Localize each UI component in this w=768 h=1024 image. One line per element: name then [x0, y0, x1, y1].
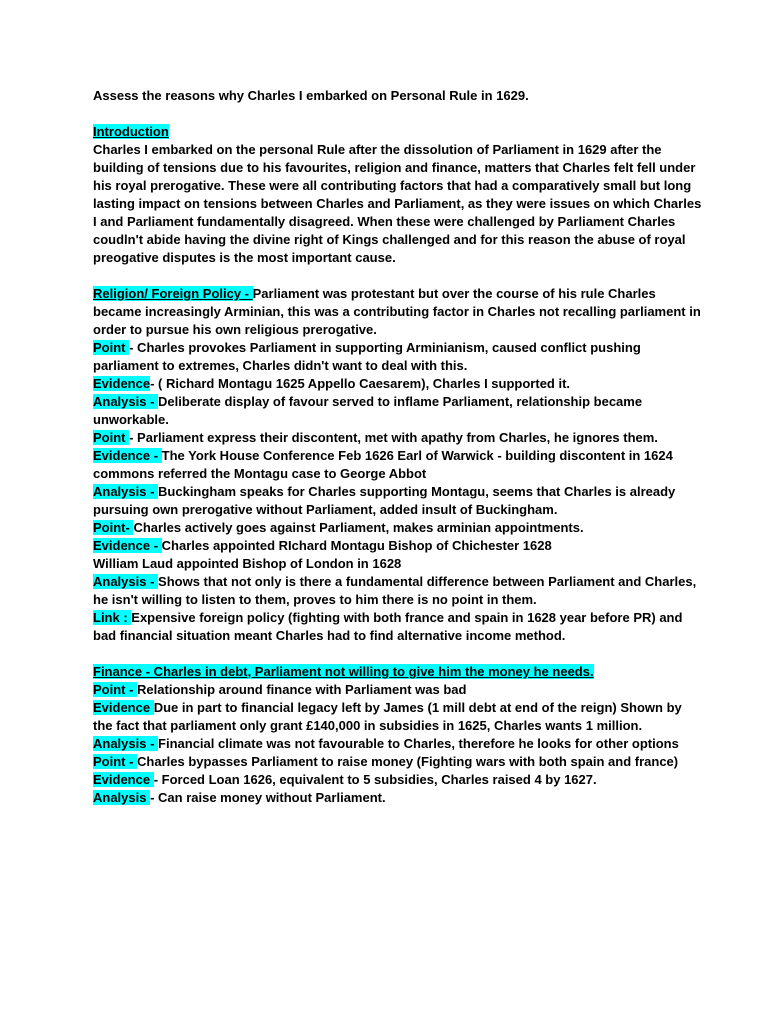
- item-text: Charles actively goes against Parliament, makes arminian appointments.: [133, 520, 584, 535]
- finance-section: [93, 663, 703, 807]
- item-text: - Forced Loan 1626, equivalent to 5 subsidies, Charles raised 4 by 1627.: [153, 772, 597, 787]
- item-text: Due in part to financial legacy left by James (1 mill debt at end of the reign) Shown by the fact that parliament only grant £140,000 in subsidies in 1625, Charles wants 1 million.: [93, 700, 682, 733]
- religion-item: [93, 393, 703, 429]
- item-label: Point: [93, 430, 130, 445]
- religion-item: [93, 447, 703, 483]
- religion-heading-text: Parliament was protestant but over the course of his rule Charles became increasingly Arminian, this was a contributing factor in Charles not recalling parliament in order to pursue his own religious prerogative.: [93, 286, 701, 337]
- item-label: Evidence: [93, 772, 154, 787]
- religion-item: [93, 609, 703, 645]
- finance-heading: Finance - Charles in debt, Parliament not willing to give him the money he needs.: [93, 664, 594, 679]
- item-label: Analysis -: [93, 394, 159, 409]
- item-label: Point -: [93, 682, 138, 697]
- item-label: Point -: [93, 754, 138, 769]
- introduction-text: Charles I embarked on the personal Rule after the dissolution of Parliament in 1629 after the building of tensions due to his favourites, religion and finance, matters that Charles felt fell under his royal prerogative. These were all contributing factors that had a comparatively small but long lasting impact on tensions between Charles and Parliament, as they were issues on which Charles I and Parliament fundamentally disagreed. When these were challenged by Parliament Charles coudln't abide having the divine right of Kings challenged and for this reason the abuse of royal preogative disputes is the most important cause.: [93, 142, 702, 265]
- item-label: Evidence: [93, 700, 154, 715]
- item-text: - Charles provokes Parliament in supporting Arminianism, caused conflict pushing parliament to extremes, Charles didn't want to deal with this.: [93, 340, 641, 373]
- item-text: Relationship around finance with Parliament was bad: [137, 682, 467, 697]
- item-text: - Parliament express their discontent, met with apathy from Charles, he ignores them.: [129, 430, 658, 445]
- item-text: Deliberate display of favour served to inflame Parliament, relationship became unworkable.: [93, 394, 643, 427]
- religion-item: [93, 429, 703, 447]
- religion-item: [93, 375, 703, 393]
- document-title: Assess the reasons why Charles I embarked on Personal Rule in 1629.: [93, 88, 529, 103]
- finance-item: [93, 681, 703, 699]
- document-page: [93, 87, 703, 825]
- item-label: Evidence -: [93, 448, 162, 463]
- item-label: Analysis -: [93, 736, 159, 751]
- introduction-heading-line: [93, 123, 703, 141]
- item-text: Buckingham speaks for Charles supporting Montagu, seems that Charles is already pursuing own prerogative without Parliament, added insult of Buckingham.: [93, 484, 676, 517]
- finance-item: [93, 699, 703, 735]
- religion-item: [93, 573, 703, 609]
- item-text: Charles appointed RIchard Montagu Bishop of Chichester 1628: [161, 538, 552, 553]
- item-text: Charles bypasses Parliament to raise money (Fighting wars with both spain and france): [137, 754, 679, 769]
- introduction-heading: Introduction: [93, 124, 169, 139]
- religion-item-continuation: William Laud appointed Bishop of London in 1628: [93, 556, 402, 571]
- item-text: - Can raise money without Parliament.: [150, 790, 386, 805]
- item-label: Link :: [93, 610, 132, 625]
- finance-item: [93, 771, 703, 789]
- item-label: Point: [93, 340, 130, 355]
- item-label: Evidence: [93, 376, 151, 391]
- finance-heading-line: [93, 663, 703, 681]
- religion-item: [93, 339, 703, 375]
- item-label: Analysis -: [93, 574, 159, 589]
- item-label: Analysis -: [93, 484, 159, 499]
- item-text: Shows that not only is there a fundamental difference between Parliament and Charles, he isn't willing to listen to them, proves to him there is no point in them.: [93, 574, 697, 607]
- religion-item: [93, 483, 703, 519]
- item-text: - ( Richard Montagu 1625 Appello Caesarem), Charles I supported it.: [150, 376, 571, 391]
- item-label: Point-: [93, 520, 134, 535]
- item-label: Evidence -: [93, 538, 162, 553]
- item-text: Financial climate was not favourable to Charles, therefore he looks for other options: [158, 736, 679, 751]
- finance-item: [93, 789, 703, 807]
- finance-item: [93, 753, 703, 771]
- religion-heading: Religion/ Foreign Policy -: [93, 286, 253, 301]
- introduction-section: [93, 123, 703, 267]
- religion-section: [93, 285, 703, 645]
- item-text: The York House Conference Feb 1626 Earl of Warwick - building discontent in 1624 commons referred the Montagu case to George Abbot: [93, 448, 673, 481]
- item-text: Expensive foreign policy (fighting with both france and spain in 1628 year before PR) and bad financial situation meant Charles had to find alternative income method.: [93, 610, 683, 643]
- religion-heading-paragraph: [93, 285, 703, 339]
- finance-item: [93, 735, 703, 753]
- item-label: Analysis: [93, 790, 151, 805]
- religion-item: [93, 519, 703, 537]
- religion-item: [93, 537, 703, 555]
